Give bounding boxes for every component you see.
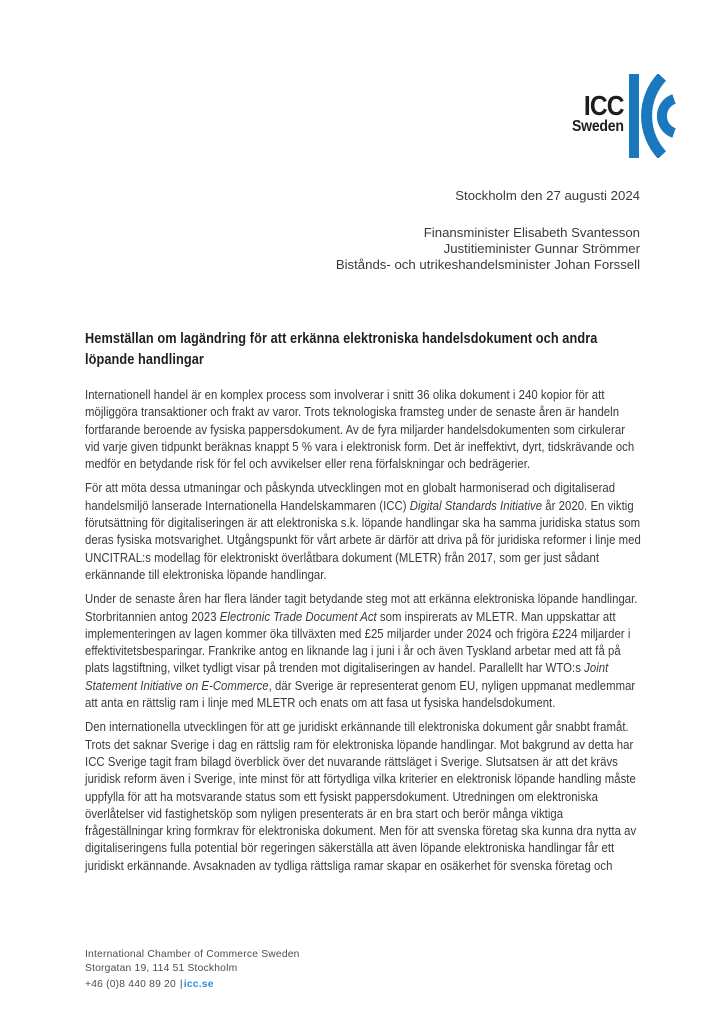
paragraph	[85, 479, 642, 583]
text-segment: , där Sverige är representerat genom EU, nyligen uppmanat medlemmar att anta en rättslig ram i linje med MLETR och enats om att fasa ut fysiska handelsdokument.	[85, 677, 636, 711]
body-paragraphs	[85, 386, 642, 874]
text-segment: år 2020. En viktig förutsättning för digitaliseringen är att elektroniska s.k. löpande handlingar ska ha samma juridiska status som deras fysiska motsvarighet. Utgångspunkt för vårt arbete är därför att driva på för juridiska reformer i linje med UNCITRAL:s modellag för elektroniskt överlåtbara dokument (MLETR) från 2017, som ger just sådant erkännande till elektroniska löpande handlingar.	[85, 497, 641, 582]
footer-address: Storgatan 19, 114 51 Stockholm	[85, 963, 238, 974]
icc-arcs-icon	[629, 74, 691, 158]
paragraph	[85, 718, 642, 874]
italic-text-segment: Digital Standards Initiative	[409, 497, 543, 513]
footer-separator: |	[179, 979, 183, 990]
recipients-block	[336, 225, 640, 272]
recipient-line: Bistånds- och utrikeshandelsminister Johan Forssell	[335, 256, 640, 272]
text-segment: Den internationella utvecklingen för att ge juridiskt erkännande till elektroniska dokument går snabbt framåt. Trots det saknar Sverige i dag en rättslig ram för elektroniska löpande handlingar. Mot bakgrund av detta har ICC Sverige tagit fram bilagd överblick över det nuvarande rättsläget i Sverige. Slutsatsen är att det krävs juridisk reform även i Sverige, inte minst för att förtydliga vilka kriterier en elektronisk löpande handling måste uppfylla för att ha motsvarande status som ett fysiskt pappersdokument. Utredningen om elektroniska överlåtelser vid fastighetsköp som nyligen presenterats är en bra start och berör många viktiga frågeställningar kring formkrav för elektroniska dokument. Men för att svenska företag ska kunna dra nytta av digitaliseringens fulla potential bör regeringen säkerställa att även löpande elektroniska handlingar får ett juridiskt erkännande. Avsaknaden av tydliga rättsliga ramar skapar en osäkerhet för svenska företag och	[85, 719, 637, 873]
paragraph	[85, 590, 642, 711]
logo-wordmark	[572, 74, 624, 135]
footer-contact-line	[85, 978, 300, 992]
footer-org: International Chamber of Commerce Sweden	[85, 949, 300, 960]
logo-subtitle: Sweden	[572, 118, 624, 135]
recipient-line: Justitieminister Gunnar Strömmer	[443, 240, 640, 256]
text-segment: Under de senaste åren har flera länder tagit betydande steg mot att erkänna elektroniska löpande handlingar. Storbritannien antog 2023	[85, 591, 638, 624]
text-segment: För att möta dessa utmaningar och påskynda utvecklingen mot en globalt harmoniserad och digitaliserad handelsmiljö lanserade Internationella Handelskammaren (ICC)	[85, 480, 616, 513]
text-segment: som inspirerats av MLETR. Man uppskattar att implementeringen av lagen kommer öka tillväxten med £25 miljarder under 2024 och frigöra £224 miljarder i effektivitetsbesparingar. Frankrike antog en liknande lag i juni i år och även Tyskland arbetar med att få på plats lagstiftning, vilket tydligt visar på trenden mot digitaliseringen av handel. Parallellt har WTO:s	[85, 608, 631, 676]
letter-header	[336, 188, 640, 272]
italic-text-segment: Joint Statement Initiative on E-Commerce	[85, 660, 609, 693]
footer-phone: +46 (0)8 440 89 20	[85, 979, 176, 990]
text-segment: Internationell handel är en komplex process som involverar i snitt 36 olika dokument i 240 kopior för att möjliggöra transaktioner och frakt av varor. Trots teknologiska framsteg under de senaste åren är handeln fortfarande beroende av fysiska pappersdokument. Av de fyra miljarder handelsdokumenten som cirkulerar vid varje given tidpunkt beräknas knappt 5 % vara i elektronisk form. Det är ineffektivt, dyrt, tidskrävande och medför en betydande risk för fel och avvikelser eller rena förfalskningar och bedrägerier.	[85, 387, 635, 472]
logo-title: ICC	[584, 90, 624, 121]
document-heading: Hemställan om lagändring för att erkänna elektroniska handelsdokument och andra löpande handlingar	[85, 331, 598, 368]
icc-sweden-logo	[565, 74, 691, 158]
italic-text-segment: Electronic Trade Document Act	[219, 608, 377, 624]
paragraph	[85, 386, 642, 472]
footer-link[interactable]: icc.se	[183, 979, 214, 990]
footer	[85, 948, 300, 992]
dateline: Stockholm den 27 augusti 2024	[455, 188, 640, 203]
recipient-line: Finansminister Elisabeth Svantesson	[423, 225, 640, 240]
letter-body	[85, 326, 642, 881]
